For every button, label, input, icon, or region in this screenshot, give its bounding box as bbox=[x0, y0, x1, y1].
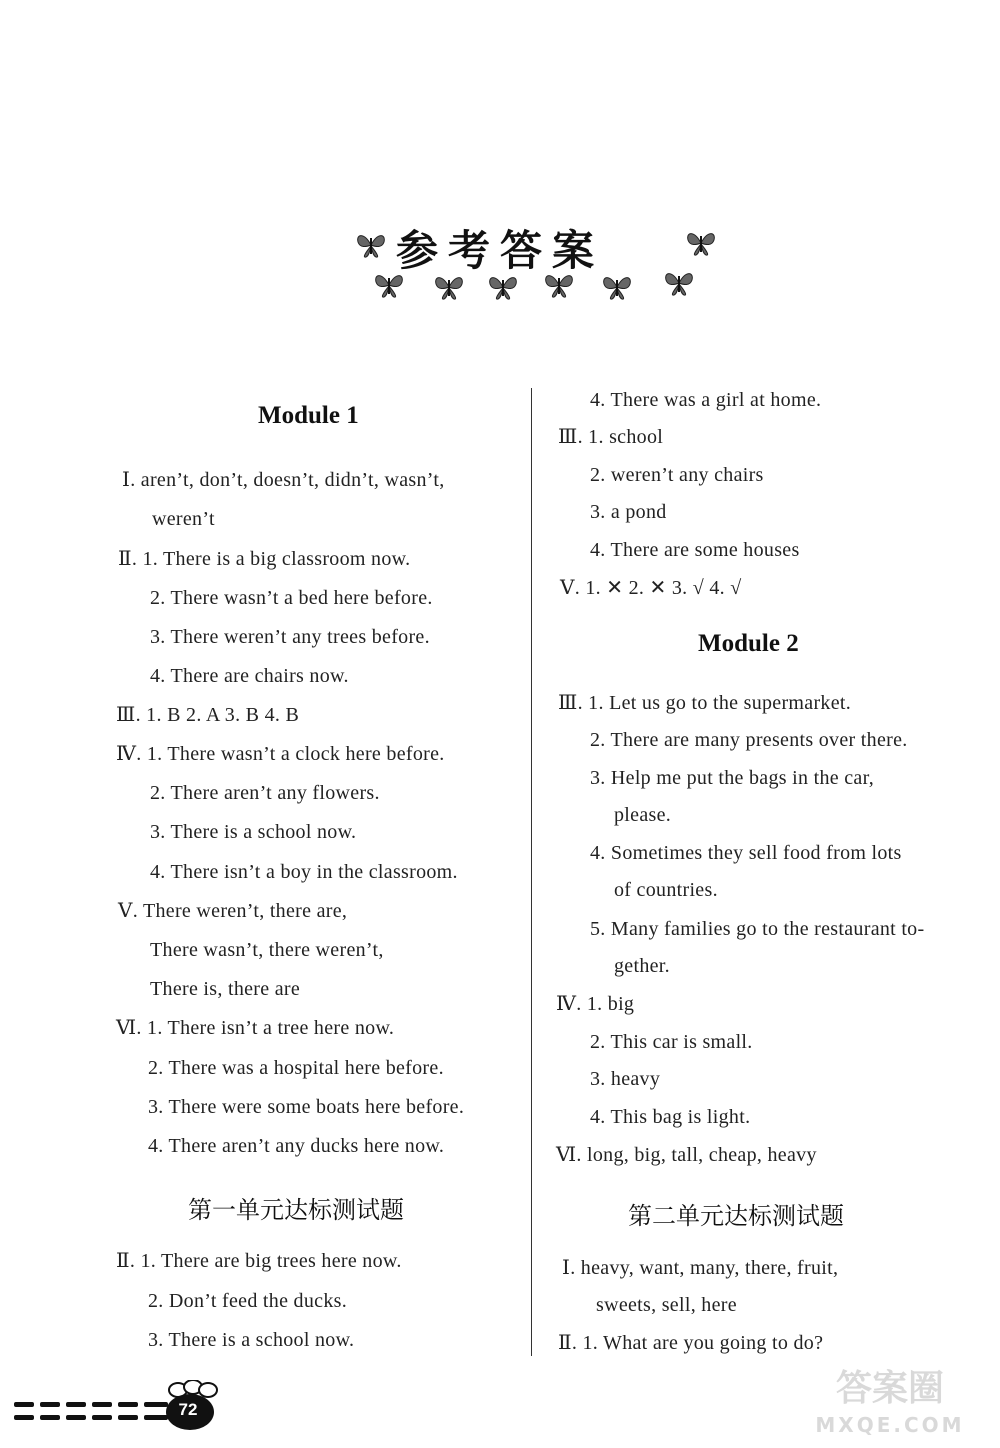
answer-line: 2. There wasn’t a bed here before. bbox=[150, 587, 433, 609]
answer-line: of countries. bbox=[614, 879, 718, 901]
answer-line: Ⅲ. 1. Let us go to the supermarket. bbox=[558, 692, 852, 714]
answer-line: Ⅴ. There weren’t, there are, bbox=[118, 900, 348, 922]
module-1-heading: Module 1 bbox=[258, 402, 359, 429]
page-number: 72 bbox=[178, 1400, 198, 1419]
answer-line: Ⅳ. 1. There wasn’t a clock here before. bbox=[116, 743, 445, 765]
answer-line: 3. heavy bbox=[590, 1068, 661, 1090]
answer-line: 2. Don’t feed the ducks. bbox=[148, 1290, 348, 1312]
answer-line: Ⅰ. heavy, want, many, there, fruit, bbox=[562, 1257, 839, 1279]
answer-line: 4. There isn’t a boy in the classroom. bbox=[150, 861, 458, 883]
answer-line: 3. There is a school now. bbox=[150, 821, 357, 843]
answer-line: Ⅵ. 1. There isn’t a tree here now. bbox=[116, 1017, 395, 1039]
answer-line: Ⅳ. 1. big bbox=[556, 993, 635, 1015]
answer-line: 4. This bag is light. bbox=[590, 1106, 751, 1128]
module-2-heading: Module 2 bbox=[698, 630, 799, 657]
butterfly-icon bbox=[600, 272, 634, 302]
butterfly-icon bbox=[684, 228, 718, 258]
answer-line: 2. There are many presents over there. bbox=[590, 729, 908, 751]
answer-line: Ⅲ. 1. B 2. A 3. B 4. B bbox=[116, 704, 300, 726]
answer-line: 2. There aren’t any flowers. bbox=[150, 782, 380, 804]
answer-line: 2. There was a hospital here before. bbox=[148, 1057, 444, 1079]
unit-1-test-heading: 第一单元达标测试题 bbox=[188, 1196, 404, 1224]
butterfly-icon bbox=[372, 270, 406, 300]
answer-line: There wasn’t, there weren’t, bbox=[150, 939, 384, 961]
answer-line: gether. bbox=[614, 955, 670, 977]
answer-line: Ⅴ. 1. ✕ 2. ✕ 3. √ 4. √ bbox=[560, 577, 742, 599]
butterfly-icon bbox=[432, 272, 466, 302]
answer-line: 5. Many families go to the restaurant to- bbox=[590, 918, 925, 940]
watermark-top: 答案圈 bbox=[835, 1368, 945, 1409]
answer-line: please. bbox=[614, 804, 672, 826]
answer-line: 4. There aren’t any ducks here now. bbox=[148, 1135, 445, 1157]
watermark-bottom: MXQE.COM bbox=[815, 1413, 965, 1437]
answer-line: weren’t bbox=[152, 508, 215, 530]
answer-line: Ⅵ. long, big, tall, cheap, heavy bbox=[556, 1144, 817, 1166]
butterfly-icon bbox=[354, 230, 388, 260]
answer-line: 4. There was a girl at home. bbox=[590, 389, 822, 411]
answer-line: 4. Sometimes they sell food from lots bbox=[590, 842, 902, 864]
answer-line: 4. There are some houses bbox=[590, 539, 800, 561]
butterfly-icon bbox=[662, 268, 696, 298]
answer-line: sweets, sell, here bbox=[596, 1294, 737, 1316]
dash-decoration bbox=[14, 1398, 174, 1424]
column-divider bbox=[531, 388, 532, 1356]
answer-line: 3. a pond bbox=[590, 501, 667, 523]
answer-line: 3. There were some boats here before. bbox=[148, 1096, 465, 1118]
answer-line: 4. There are chairs now. bbox=[150, 665, 349, 687]
page-title: 参考答案 bbox=[395, 226, 604, 275]
butterfly-icon bbox=[542, 270, 576, 300]
answer-line: 3. Help me put the bags in the car, bbox=[590, 767, 875, 789]
answer-line: Ⅱ. 1. What are you going to do? bbox=[558, 1332, 824, 1354]
unit-2-test-heading: 第二单元达标测试题 bbox=[628, 1202, 844, 1230]
answer-line: Ⅱ. 1. There are big trees here now. bbox=[116, 1250, 402, 1272]
answer-line: Ⅰ. aren’t, don’t, doesn’t, didn’t, wasn’t, bbox=[122, 469, 445, 491]
answer-line: Ⅲ. 1. school bbox=[558, 426, 664, 448]
answer-line: 2. weren’t any chairs bbox=[590, 464, 764, 486]
butterfly-icon bbox=[486, 272, 520, 302]
answer-line: Ⅱ. 1. There is a big classroom now. bbox=[118, 548, 411, 570]
answer-line: 3. There is a school now. bbox=[148, 1329, 355, 1351]
answer-line: There is, there are bbox=[150, 978, 301, 1000]
answer-line: 2. This car is small. bbox=[590, 1031, 753, 1053]
answer-line: 3. There weren’t any trees before. bbox=[150, 626, 430, 648]
watermark-logo bbox=[790, 1358, 990, 1438]
